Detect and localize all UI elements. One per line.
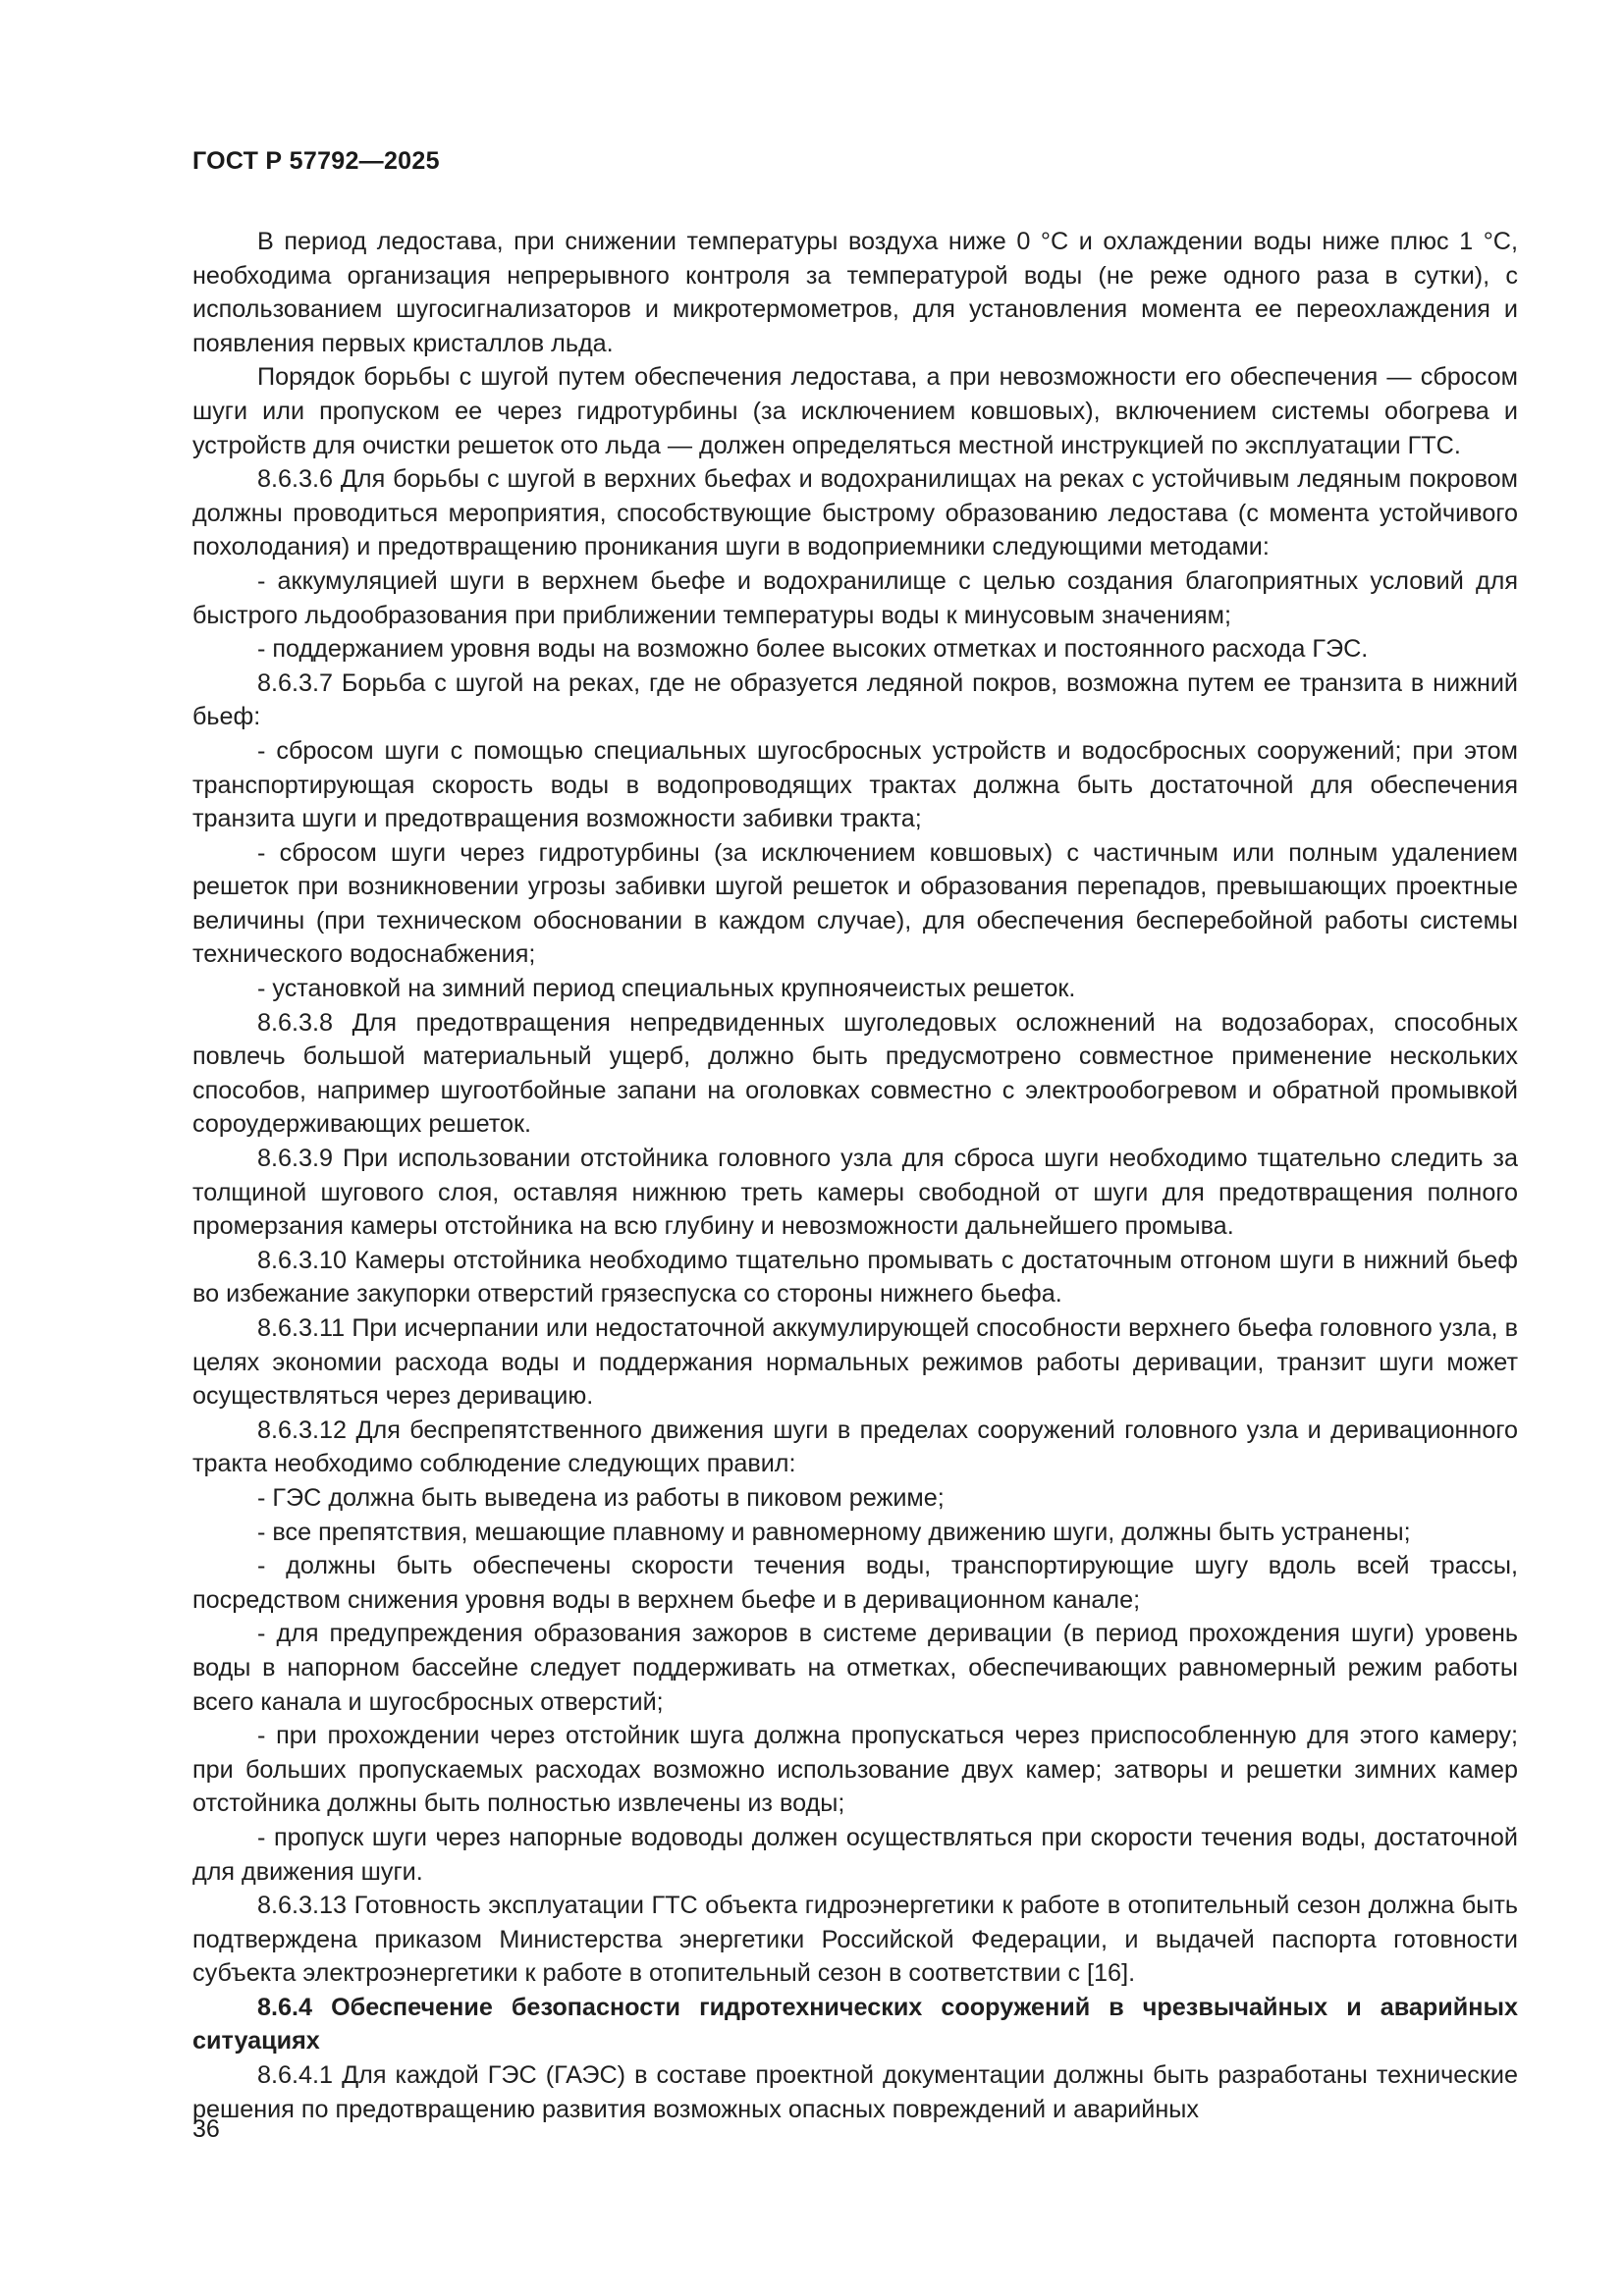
- paragraph: 8.6.3.6 Для борьбы с шугой в верхних бьефах и водохранилищах на реках с устойчивым ледяным покровом должны проводиться мероприятия, способствующие быстрому образованию ледостава (с момента устойчивого похолодания) и предотвращению проникания шуги в водоприемники следующими методами:: [192, 465, 1518, 561]
- list-item: - для предупреждения образования зажоров в системе деривации (в период прохождения шуги) уровень воды в напорном бассейне следует поддерживать на отметках, обеспечивающих равномерный режим работы всего канала и шугосбросных отверстий;: [192, 1620, 1518, 1716]
- list-item: - должны быть обеспечены скорости течения воды, транспортирующие шугу вдоль всей трассы, посредством снижения уровня воды в верхнем бьефе и в деривационном канале;: [192, 1552, 1518, 1614]
- list-item: - аккумуляцией шуги в верхнем бьефе и водохранилище с целью создания благоприятных условий для быстрого льдообразования при приближении температуры воды к минусовым значениям;: [192, 566, 1518, 629]
- list-item: - поддержанием уровня воды на возможно более высоких отметках и постоянного расхода ГЭС.: [257, 635, 1369, 664]
- list-item: - сбросом шуги с помощью специальных шугосбросных устройств и водосбросных сооружений; при этом транспортирующая скорость воды в водопроводящих трактах должна быть достаточной для обеспечения транзита шуги и предотвращения возможности забивки тракта;: [192, 736, 1518, 833]
- paragraph: 8.6.3.9 При использовании отстойника головного узла для сброса шуги необходимо тщательно следить за толщиной шугового слоя, оставляя нижнюю треть камеры свободной от шуги для предотвращения полного промерзания камеры отстойника на всю глубину и невозможности дальнейшего промыва.: [192, 1145, 1518, 1241]
- paragraph: 8.6.3.12 Для беспрепятственного движения шуги в пределах сооружений головного узла и деривационного тракта необходимо соблюдение следующих правил:: [192, 1415, 1518, 1478]
- page-number: 36: [192, 2115, 220, 2143]
- list-item: - при прохождении через отстойник шуга должна пропускаться через приспособленную для этого камеру; при больших пропускаемых расходах возможно использование двух камер; затворы и решетки зимних камер отстойника должны быть полностью извлечены из воды;: [192, 1722, 1518, 1818]
- list-item: - все препятствия, мешающие плавному и равномерному движению шуги, должны быть устранены;: [257, 1518, 1411, 1546]
- document-body: [192, 225, 1518, 2126]
- paragraph: 8.6.4.1 Для каждой ГЭС (ГАЭС) в составе проектной документации должны быть разработаны технические решения по предотвращению развития возможных опасных повреждений и аварийных: [192, 2061, 1518, 2123]
- paragraph: 8.6.3.10 Камеры отстойника необходимо тщательно промывать с достаточным отгоном шуги в нижний бьеф во избежание закупорки отверстий грязеспуска со стороны нижнего бьефа.: [192, 1246, 1518, 1308]
- paragraph: Порядок борьбы с шугой путем обеспечения ледостава, а при невозможности его обеспечения — сбросом шуги или пропуском ее через гидротурбины (за исключением ковшовых), включением системы обогрева и устройств для очистки решеток ото льда — должен определяться местной инструкцией по эксплуатации ГТС.: [192, 363, 1518, 459]
- paragraph: В период ледостава, при снижении температуры воздуха ниже 0 °С и охлаждении воды ниже плюс 1 °С, необходима организация непрерывного контроля за температурой воды (не реже одного раза в сутки), с использованием шугосигнализаторов и микротермометров, для установления момента ее переохлаждения и появления первых кристаллов льда.: [192, 228, 1518, 357]
- paragraph: 8.6.3.11 При исчерпании или недостаточной аккумулирующей способности верхнего бьефа головного узла, в целях экономии расхода воды и поддержания нормальных режимов работы деривации, транзит шуги может осуществляться через деривацию.: [192, 1314, 1518, 1411]
- list-item: - установкой на зимний период специальных крупноячеистых решеток.: [257, 975, 1076, 1003]
- paragraph: 8.6.3.8 Для предотвращения непредвиденных шуголедовых осложнений на водозаборах, способных повлечь большой материальный ущерб, должно быть предусмотрено совместное применение нескольких способов, например шугоотбойные запани на оголовках совместно с электрообогревом и обратной промывкой сороудерживающих решеток.: [192, 1008, 1518, 1139]
- list-item: - сбросом шуги через гидротурбины (за исключением ковшовых) с частичным или полным удалением решеток при возникновении угрозы забивки шугой решеток и образования перепадов, превышающих проектные величины (при техническом обосновании в каждом случае), для обеспечения бесперебойной работы системы технического водоснабжения;: [192, 838, 1518, 969]
- section-heading: 8.6.4 Обеспечение безопасности гидротехнических сооружений в чрезвычайных и аварийных ситуациях: [192, 1993, 1518, 2056]
- paragraph: 8.6.3.13 Готовность эксплуатации ГТС объекта гидроэнергетики к работе в отопительный сезон должна быть подтверждена приказом Министерства энергетики Российской Федерации, и выдачей паспорта готовности субъекта электроэнергетики к работе в отопительный сезон в соответствии с [16].: [192, 1892, 1518, 1988]
- paragraph: 8.6.3.7 Борьба с шугой на реках, где не образуется ледяной покров, возможна путем ее транзита в нижний бьеф:: [192, 668, 1518, 731]
- list-item: - ГЭС должна быть выведена из работы в пиковом режиме;: [257, 1483, 945, 1512]
- page-header-standard-id: ГОСТ Р 57792—2025: [192, 147, 440, 175]
- list-item: - пропуск шуги через напорные водоводы должен осуществляться при скорости течения воды, достаточной для движения шуги.: [192, 1823, 1518, 1886]
